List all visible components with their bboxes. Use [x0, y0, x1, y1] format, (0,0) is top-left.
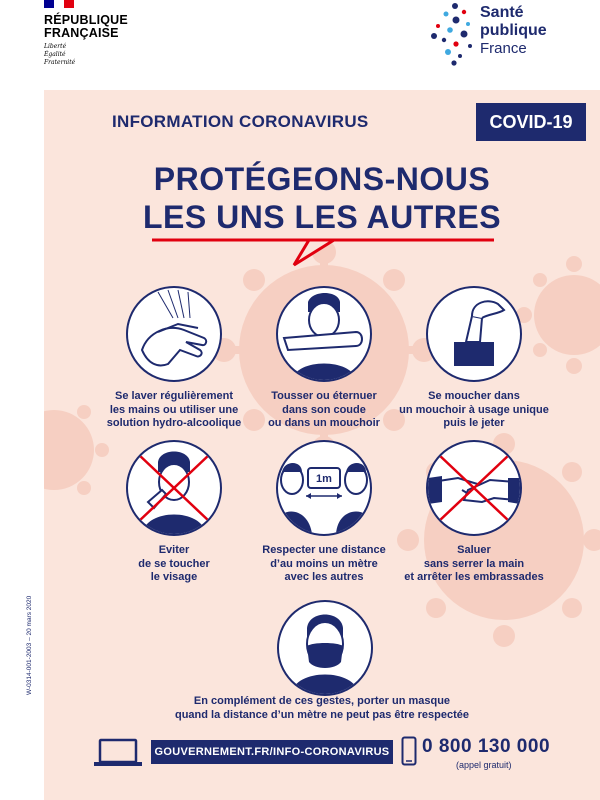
gesture-caption: Respecter une distance d’au moins un mètre avec les autres	[262, 544, 386, 583]
tissue-icon	[426, 286, 522, 382]
hand-washing-icon	[126, 286, 222, 382]
header-information: INFORMATION CORONAVIRUS	[112, 112, 369, 131]
covid-poster	[44, 90, 600, 800]
title-line-2: LES UNS LES AUTRES	[142, 199, 502, 235]
gesture-caption: Eviter de se toucher le visage	[138, 544, 210, 583]
republique-francaise-logo	[44, 0, 164, 67]
distance-badge: 1m	[316, 473, 332, 485]
phone-note: (appel gratuit)	[456, 760, 512, 770]
sante-publique-france-logo	[428, 0, 568, 70]
poster-footer	[44, 738, 600, 778]
gesture-caption: Saluer sans serrer la main et arrêter les embrassades	[404, 544, 544, 583]
laptop-icon	[94, 738, 142, 768]
gesture-caption: Se moucher dans un mouchoir à usage unique puis le jeter	[399, 390, 549, 429]
document-reference: W-0314-001-2003 – 20 mars 2020	[26, 595, 33, 695]
phone-icon	[401, 736, 417, 766]
french-flag-icon	[44, 0, 74, 8]
no-handshake-icon	[426, 440, 522, 536]
distance-icon	[276, 440, 372, 536]
gesture-caption: Tousser ou éternuer dans son coude ou dans un mouchoir	[268, 390, 380, 429]
gesture-tissue	[384, 286, 564, 431]
covid-badge: COVID-19	[476, 103, 586, 141]
republique-motto: Liberté Égalité Fraternité	[44, 43, 76, 66]
mask-text: En complément de ces gestes, porter un masque quand la distance d’un mètre ne peut pas être respectée	[174, 695, 470, 721]
gesture-no-handshake	[384, 440, 564, 585]
phone-number[interactable]: 0 800 130 000	[422, 736, 551, 757]
gesture-caption: Se laver régulièrement les mains ou utiliser une solution hydro-alcoolique	[106, 390, 242, 429]
dots-logo-icon	[428, 0, 478, 68]
cough-elbow-icon	[276, 286, 372, 382]
republique-name: RÉPUBLIQUE FRANÇAISE	[44, 13, 128, 40]
website-link[interactable]: GOUVERNEMENT.FR/INFO-CORONAVIRUS	[151, 740, 393, 764]
title-line-1: PROTÉGEONS-NOUS	[153, 161, 491, 197]
no-face-touch-icon	[126, 440, 222, 536]
sante-publique-text: Santé publique France	[480, 4, 547, 57]
face-mask-icon	[277, 600, 373, 696]
speech-underline-icon	[44, 235, 600, 275]
